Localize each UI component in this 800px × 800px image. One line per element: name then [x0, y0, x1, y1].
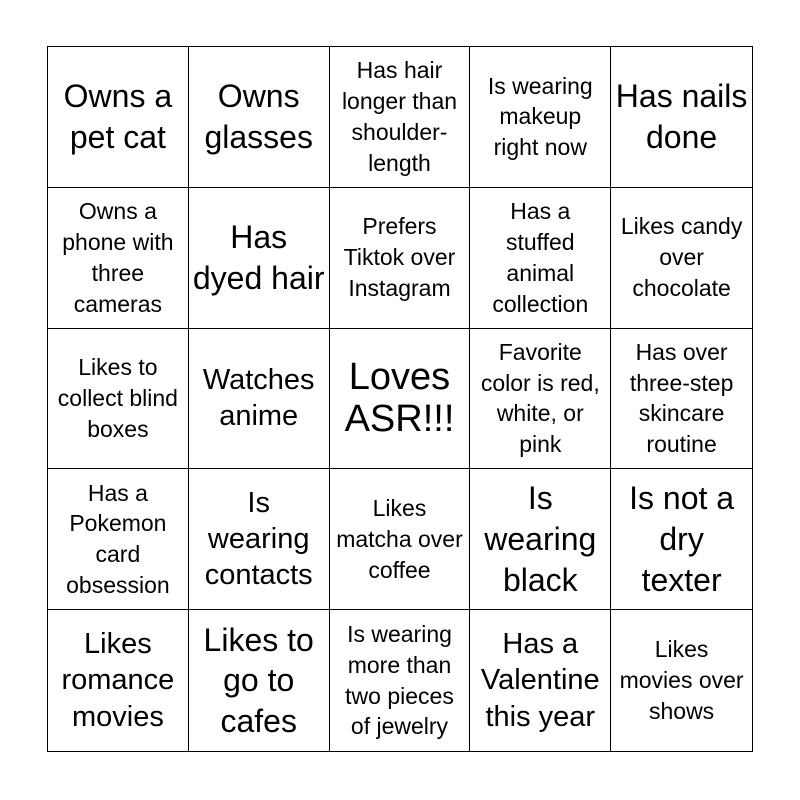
bingo-cell-4-2[interactable]	[189, 469, 330, 610]
bingo-cell-5-4[interactable]	[470, 610, 611, 751]
bingo-cell-4-5[interactable]	[611, 469, 752, 610]
bingo-cell-3-4[interactable]	[470, 329, 611, 470]
bingo-cell-text: Prefers Tiktok over Instagram	[343, 213, 456, 302]
bingo-cell-text: Watches anime	[202, 364, 315, 433]
bingo-cell-5-5[interactable]	[611, 610, 752, 751]
bingo-cell-text: Has a Valentine this year	[480, 628, 600, 733]
bingo-cell-text: Loves ASR!!!	[344, 355, 455, 441]
bingo-cell-text: Favorite color is red, white, or pink	[480, 338, 600, 458]
bingo-cell-1-2[interactable]	[189, 47, 330, 188]
bingo-cell-1-5[interactable]	[611, 47, 752, 188]
bingo-cell-text: Likes to go to cafes	[203, 621, 314, 739]
bingo-cell-1-4[interactable]	[470, 47, 611, 188]
bingo-cell-5-2[interactable]	[189, 610, 330, 751]
bingo-cell-3-1[interactable]	[48, 329, 189, 470]
bingo-free-space[interactable]	[330, 329, 471, 470]
bingo-cell-text: Has hair longer than shoulder-length	[341, 57, 458, 176]
bingo-cell-text: Is not a dry texter	[629, 480, 735, 598]
bingo-cell-text: Has nails done	[615, 78, 748, 155]
bingo-cell-text: Likes candy over chocolate	[620, 213, 743, 302]
bingo-cell-text: Has a stuffed animal collection	[492, 198, 589, 317]
bingo-board	[47, 46, 753, 752]
bingo-cell-3-5[interactable]	[611, 329, 752, 470]
bingo-cell-2-1[interactable]	[48, 188, 189, 329]
bingo-cell-1-1[interactable]	[48, 47, 189, 188]
bingo-cell-text: Is wearing makeup right now	[487, 72, 593, 161]
bingo-cell-5-1[interactable]	[48, 610, 189, 751]
bingo-cell-4-1[interactable]	[48, 469, 189, 610]
bingo-cell-text: Likes movies over shows	[619, 636, 744, 724]
bingo-cell-text: Has a Pokemon card obsession	[66, 479, 170, 599]
bingo-cell-4-4[interactable]	[470, 469, 611, 610]
bingo-cell-text: Likes romance movies	[61, 628, 175, 733]
bingo-cell-2-2[interactable]	[189, 188, 330, 329]
bingo-cell-text: Owns glasses	[204, 78, 313, 155]
bingo-cell-4-3[interactable]	[330, 469, 471, 610]
bingo-cell-2-4[interactable]	[470, 188, 611, 329]
bingo-cell-5-3[interactable]	[330, 610, 471, 751]
bingo-cell-2-5[interactable]	[611, 188, 752, 329]
bingo-cell-text: Owns a pet cat	[63, 78, 173, 155]
bingo-cell-text: Is wearing more than two pieces of jewelry	[345, 620, 454, 740]
bingo-cell-2-3[interactable]	[330, 188, 471, 329]
bingo-cell-text: Likes to collect blind boxes	[57, 354, 178, 442]
bingo-cell-3-2[interactable]	[189, 329, 330, 470]
bingo-cell-text: Has dyed hair	[192, 219, 325, 296]
bingo-cell-text: Likes matcha over coffee	[336, 495, 463, 583]
bingo-cell-1-3[interactable]	[330, 47, 471, 188]
bingo-cell-text: Is wearing contacts	[204, 486, 313, 592]
bingo-cell-text: Has over three-step skincare routine	[629, 338, 734, 458]
bingo-cell-text: Is wearing black	[484, 480, 597, 598]
bingo-cell-text: Owns a phone with three cameras	[62, 198, 174, 317]
